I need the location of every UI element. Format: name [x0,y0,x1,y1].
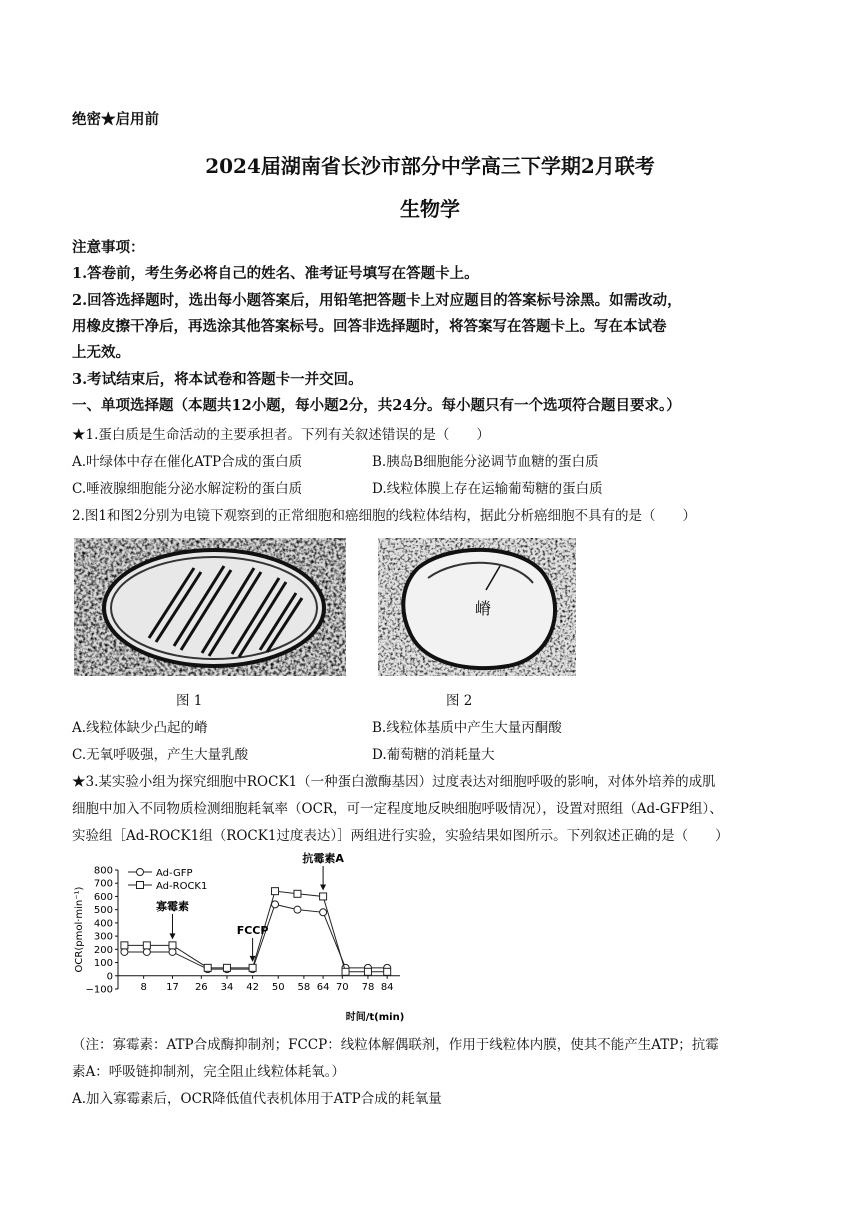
note-2-line-3: 上无效。 [72,344,130,361]
x-tick-label: 78 [361,981,375,993]
notes-heading: 注意事项： [72,239,145,256]
q1-option-c: C.唾液腺细胞能分泌水解淀粉的蛋白质 [72,481,303,497]
note-2-line-1: 2.回答选择题时，选出每小题答案后，用铅笔把答题卡上对应题目的答案标号涂黑。如需改动， [72,292,682,309]
q3-note-line-1: （注：寡霉素：ATP合成酶抑制剂；FCCP：线粒体解偶联剂，作用于线粒体内膜，使其不能产生ATP；抗霉 [72,1037,719,1053]
figure-2-crista-label: 嵴 [475,599,492,618]
data-point-ad-gfp [272,901,279,908]
q1-option-a: A.叶绿体中存在催化ATP合成的蛋白质 [72,454,303,470]
q2-option-a: A.线粒体缺少凸起的嵴 [72,720,208,736]
data-point-ad-rock1 [364,968,371,975]
chart-legend [128,868,207,892]
note-3: 3.考试结束后，将本试卷和答题卡一并交回。 [72,371,363,388]
y-tick-label: 300 [93,931,113,943]
data-point-ad-gfp [169,948,176,955]
figure-1-micrograph [74,538,346,676]
legend-marker [137,869,144,876]
data-point-ad-rock1 [342,968,349,975]
annotation-label: 抗霉素A [302,852,344,865]
y-tick-label: 800 [93,865,113,877]
x-tick-label: 34 [220,981,234,993]
y-tick-label: 100 [93,958,113,970]
data-point-ad-rock1 [294,890,301,897]
x-tick-label: 84 [380,981,394,993]
data-point-ad-gfp [143,948,150,955]
data-point-ad-rock1 [320,893,327,900]
x-tick-label: 50 [271,981,285,993]
q3-stem-line-3: 实验组［Ad-ROCK1组（ROCK1过度表达）］两组进行实验，实验结果如图所示。下列叙述正确的是（ ） [72,828,729,844]
x-axis-label: 时间/t(min) [345,1012,405,1022]
data-point-ad-rock1 [223,964,230,971]
data-point-ad-gfp [294,906,301,913]
legend-label: Ad-ROCK1 [156,881,208,892]
figure-2-caption: 图 2 [446,693,473,709]
annotation-arrowhead [169,933,175,939]
annotation-label: FCCP [236,924,269,937]
q1-option-b: B.胰岛B细胞能分泌调节血糖的蛋白质 [372,454,599,470]
q2-option-b: B.线粒体基质中产生大量丙酮酸 [372,720,562,736]
q2-stem: 2.图1和图2分别为电镜下观察到的正常细胞和癌细胞的线粒体结构，据此分析癌细胞不具有的是（ ） [72,508,697,524]
confidential-mark: 绝密★启用前 [72,111,159,128]
y-tick-label: −100 [85,984,113,996]
figure-1-caption: 图 1 [176,693,203,709]
data-point-ad-rock1 [143,942,150,949]
data-point-ad-rock1 [204,964,211,971]
x-tick-label: 64 [316,981,330,993]
x-tick-label: 42 [246,981,259,993]
x-tick-label: 26 [194,981,208,993]
annotation-label: 寡霉素 [155,900,189,913]
data-point-ad-gfp [121,948,128,955]
note-1: 1.答卷前，考生务必将自己的姓名、准考证号填写在答题卡上。 [72,265,479,282]
q3-stem-line-2: 细胞中加入不同物质检测细胞耗氧率（OCR，可一定程度地反映细胞呼吸情况），设置对照组（Ad-GFP组）、 [72,801,723,817]
y-tick-label: 600 [93,891,113,903]
legend-label: Ad-GFP [156,868,193,879]
q1-option-d: D.线粒体膜上存在运输葡萄糖的蛋白质 [372,481,603,497]
y-tick-label: 500 [93,905,113,917]
note-2-line-2: 用橡皮擦干净后，再选涂其他答案标号。回答非选择题时，将答案写在答题卡上。写在本试卷 [72,318,667,335]
q1-stem: ★1.蛋白质是生命活动的主要承担者。下列有关叙述错误的是（ ） [72,427,490,443]
q2-option-c: C.无氧呼吸强，产生大量乳酸 [72,747,249,763]
q3-stem-line-1: ★3.某实验小组为探究细胞中ROCK1（一种蛋白激酶基因）过度表达对细胞呼吸的影响，对体外培养的成肌 [72,774,716,790]
y-tick-label: 400 [93,918,113,930]
exam-title: 2024届湖南省长沙市部分中学高三下学期2月联考 [205,154,655,178]
section-heading: 一、单项选择题（本题共12小题，每小题2分，共24分。每小题只有一个选项符合题目要求。） [72,397,681,414]
q3-option-a: A.加入寡霉素后，OCR降低值代表机体用于ATP合成的耗氧量 [72,1091,442,1107]
x-tick-label: 17 [166,981,179,993]
y-tick-label: 700 [93,878,113,890]
y-axis-label: OCR(pmol·min⁻¹) [74,886,85,973]
x-tick-label: 8 [140,981,147,993]
q3-note-line-2: 素A：呼吸链抑制剂，完全阻止线粒体耗氧。） [72,1064,345,1080]
annotation-arrowhead [320,884,326,890]
data-point-ad-rock1 [384,968,391,975]
ocr-line-chart [70,852,410,1022]
data-point-ad-rock1 [121,942,128,949]
x-tick-label: 70 [335,981,349,993]
y-tick-label: 200 [93,944,113,956]
y-tick-label: 0 [106,971,113,983]
data-point-ad-gfp [320,909,327,916]
x-tick-label: 58 [297,981,311,993]
data-point-ad-rock1 [249,964,256,971]
data-point-ad-rock1 [169,942,176,949]
q2-option-d: D.葡萄糖的消耗量大 [372,747,495,763]
subject-title: 生物学 [400,197,460,221]
legend-marker [137,882,144,889]
data-point-ad-rock1 [272,888,279,895]
